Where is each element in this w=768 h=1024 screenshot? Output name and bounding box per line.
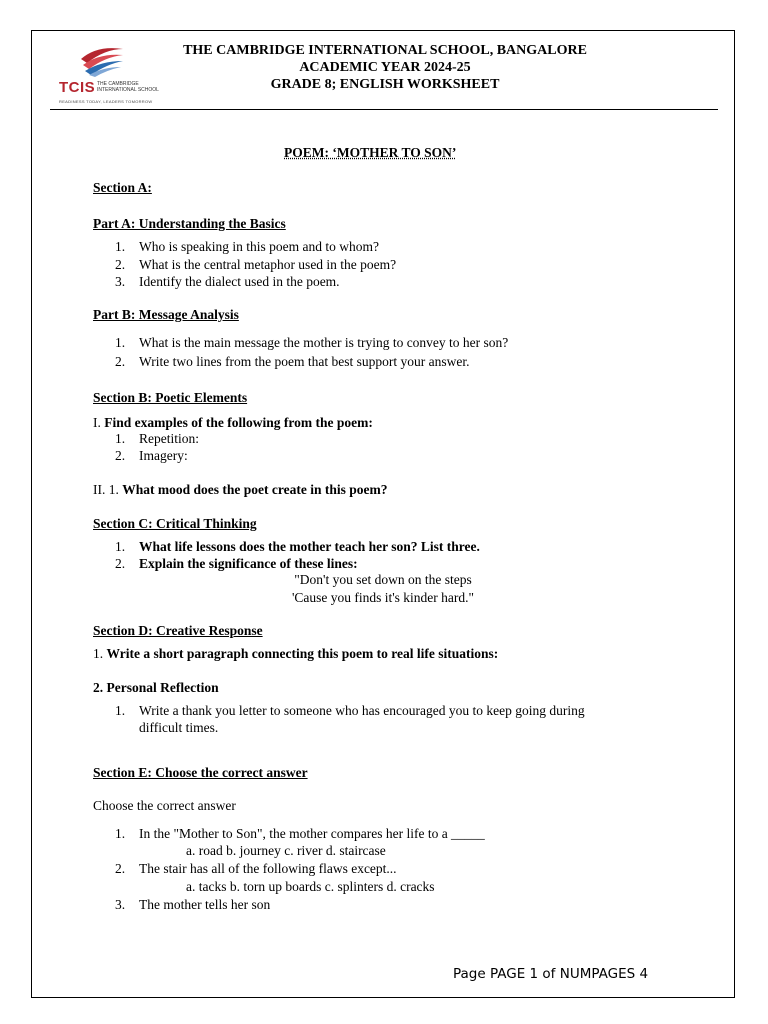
section-a-heading: Section A: [93,180,152,195]
header-divider [50,109,718,110]
part-b-heading: Part B: Message Analysis [93,307,239,322]
page-footer: Page PAGE 1 of NUMPAGES 4 [453,966,649,982]
mcq-options: a. road b. journey c. river d. staircase [186,843,386,858]
section-e-heading: Section E: Choose the correct answer [93,765,308,780]
poem-quote-line-2: 'Cause you finds it's kinder hard." [291,590,475,605]
section-b-question-2: II. 1. What mood does the poet create in this poem? [93,482,388,497]
header-titles [155,42,615,93]
list-item-continuation: difficult times. [139,720,219,735]
document-header [55,40,715,110]
section-d-question-1: 1. Write a short paragraph connecting this poem to real life situations: [93,646,499,661]
section-b-question-1: I. Find examples of the following from the poem: [93,415,373,430]
part-a-heading: Part A: Understanding the Basics [93,216,286,231]
flag-swoosh-icon [77,45,127,77]
logo-wordmark: TCIS [59,79,96,96]
section-c-heading: Section C: Critical Thinking [93,516,257,531]
section-d-question-2-heading: 2. Personal Reflection [93,680,219,695]
section-e-instruction: Choose the correct answer [93,798,236,813]
logo-subtitle: THE CAMBRIDGE INTERNATIONAL SCHOOL [97,81,159,93]
grade-line: GRADE 8; ENGLISH WORKSHEET [270,77,500,92]
section-b-heading: Section B: Poetic Elements [93,390,248,405]
mcq-options: a. tacks b. torn up boards c. splinters d. cracks [186,879,435,894]
section-d-heading: Section D: Creative Response [93,623,263,638]
academic-year: ACADEMIC YEAR 2024-25 [299,60,471,75]
poem-title: POEM: ‘MOTHER TO SON’ [284,145,457,160]
poem-quote-line-1: "Don't you set down on the steps [294,572,472,587]
logo-tagline: READINESS TODAY, LEADERS TOMORROW [59,99,153,104]
school-name: THE CAMBRIDGE INTERNATIONAL SCHOOL, BANGALORE [183,43,587,58]
